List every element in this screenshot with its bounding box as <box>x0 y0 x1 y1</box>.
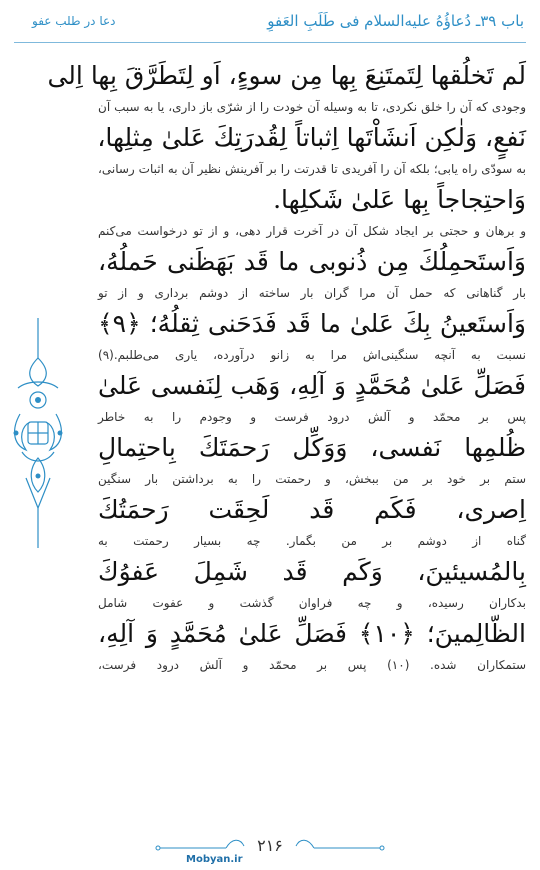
translation-line: پس بر محمّد و آلش درود فرست و وجودم را به خاطر <box>98 410 526 424</box>
translation-line: به سودّى راه يابى؛ بلكه آن را آفريدى تا قدرتت را بر آفرينش نظير آن به اثبات رسانى، <box>98 162 526 176</box>
translation-line: گناه از دوشم بر من بگمار. چه بسيار رحمتت به <box>98 534 526 548</box>
arabic-line: ظُلمِها نَفسى، وَوَكِّل رَحمَتَكَ بِاحتِمالِ <box>98 433 526 462</box>
arabic-line: فَصَلِّ عَلىٰ مُحَمَّدٍ وَ آلِهِ، وَهَب لِنَفسى عَلىٰ <box>98 371 526 400</box>
chapter-title: باب ۳۹ـ دُعاؤُهُ عليه‌السلام فى طَلَبِ العَفوِ <box>267 12 524 30</box>
header-divider <box>14 42 526 43</box>
arabic-line: وَاَستَعينُ بِكَ عَلىٰ ما قَد فَدَحَنى ثِقلُهُ؛ ﴿۹﴾ <box>98 309 526 338</box>
translation-line: نسبت به آنچه سنگينى‌اش مرا به زانو درآورده، يارى مى‌طلبم.(۹) <box>98 348 526 362</box>
translation-line: ستم بر خود بر من ببخش، و رحمتت را به برداشتن بار سنگين <box>98 472 526 486</box>
page-header <box>0 0 540 48</box>
arabic-line: نَفعٍ، وَلٰكِن اَنشَاْتَها اِثباتاً لِقُدرَتِكَ عَلىٰ مِثلِها، <box>97 123 526 152</box>
arabic-line: وَاَستَحمِلُكَ مِن ذُنوبى ما قَد بَهَظَنى حَملُهُ، <box>98 247 526 276</box>
page-number: ۲۱۶ <box>257 836 283 855</box>
page-footer <box>0 820 540 870</box>
translation-line: بدكاران رسيده، و چه فراوان گذشت و عفوت شامل <box>98 596 526 610</box>
arabic-line: وَاحتِجاجاً بِها عَلىٰ شَكلِها. <box>273 185 526 214</box>
arabic-line: الظّالِمينَ؛ ﴿۱۰﴾ فَصَلِّ عَلىٰ مُحَمَّدٍ وَ آلِهِ، <box>98 619 526 648</box>
prayer-text <box>47 56 526 816</box>
translation-line: بار گناهانى كه حمل آن مرا گران بار ساخته از دوشم بردارى و از تو <box>98 286 526 300</box>
site-watermark: Mobyan.ir <box>186 854 243 865</box>
translation-line: ستمكاران شده. (۱۰) پس بر محمّد و آلش درود فرست، <box>98 658 526 672</box>
arabic-line: بِالمُسيئينَ، وَكَم قَد شَمِلَ عَفوُكَ <box>98 557 526 586</box>
arabic-line: اِصرى، فَكَم قَد لَحِقَت رَحمَتُكَ <box>98 495 526 524</box>
header-topic: دعا در طلب عفو <box>32 14 116 28</box>
arabesque-ornament-icon <box>8 318 68 548</box>
arabic-line: لَم تَخلُقها لِتَمتَنِعَ بِها مِن سوءٍ، اَو لِتَطَرَّقَ بِها اِلى <box>47 61 526 90</box>
translation-line: و برهان و حجتى بر ايجاد شكل آن در آخرت قرار دهى، و از تو درخواست مى‌كنم <box>98 224 526 238</box>
translation-line: وجودى كه آن را خلق نكردى، تا به وسيله آن خودت را از شرّى باز دارى، يا به سبب آن <box>98 100 526 114</box>
